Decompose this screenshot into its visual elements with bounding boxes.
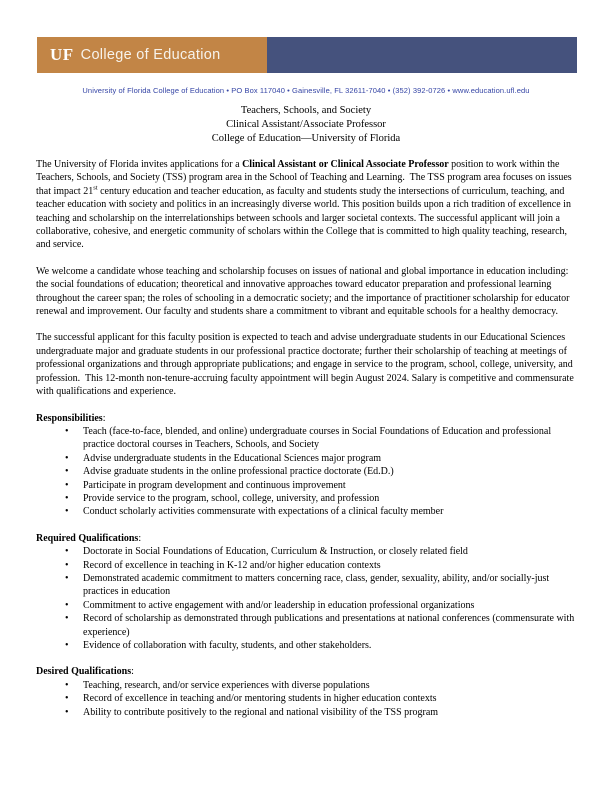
responsibilities-list <box>36 425 576 519</box>
bullet-text: Record of excellence in teaching and/or mentoring students in higher education contexts <box>83 693 437 705</box>
bullet-text: Record of scholarship as demonstrated through publications and presentations at national conferences (commensurate with experience) <box>83 613 575 638</box>
list-item <box>36 425 576 452</box>
required-qualifications-list <box>36 545 576 652</box>
document-body <box>36 158 576 719</box>
list-item <box>36 612 576 639</box>
bullet-text: Doctorate in Social Foundations of Education, Curriculum & Instruction, or closely related field <box>83 546 468 558</box>
bullet-icon: • <box>65 679 69 691</box>
text-run: The University of Florida invites applications for a <box>36 159 243 170</box>
bullet-text: Record of excellence in teaching in K-12 and/or higher education contexts <box>83 559 381 571</box>
bullet-text: Ability to contribute positively to the regional and national visibility of the TSS program <box>83 706 439 718</box>
list-item <box>36 572 576 599</box>
bullet-text: Evidence of collaboration with faculty, students, and other stakeholders. <box>83 640 372 651</box>
bullet-icon: • <box>65 559 69 571</box>
welcome-paragraph <box>36 265 576 319</box>
bullet-icon: • <box>65 613 69 625</box>
list-item <box>36 452 576 465</box>
bullet-icon: • <box>65 546 69 558</box>
desired-qualifications-list <box>36 679 576 719</box>
bold-text-run: Required Qualifications <box>36 532 139 544</box>
bullet-text: Teaching, research, and/or service experiences with diverse populations <box>83 679 370 691</box>
required-qualifications-heading <box>36 532 576 545</box>
list-item <box>36 639 576 652</box>
intro-paragraph <box>36 158 576 252</box>
bold-text-run: Desired Qualifications <box>36 666 132 678</box>
bullet-text: Demonstrated academic commitment to matters concerning race, class, gender, sexuality, ability, and/or socially-just practices in education <box>83 572 550 598</box>
list-item <box>36 492 576 505</box>
bullet-text: Commitment to active engagement with and/or leadership in education professional organizations <box>83 599 475 611</box>
bullet-icon: • <box>65 599 69 611</box>
uf-monogram-logo: UF <box>50 45 74 64</box>
responsibilities-heading <box>36 412 576 425</box>
text-run: The successful applicant for this faculty position is expected to teach and advise undergraduate students in our Educational Sciences undergraduate major and graduate students in our professional practice doctorate; further their scholarship of teaching at meetings of professional organizations and through appropriate publications; and engage in service to the program, school, college, university, and profession. This 12-month non-tenure-accruing faculty appointment will begin August 2024. Salary is competitive and commensurate with qualifications and experience. <box>36 332 574 398</box>
text-run: : <box>102 412 106 424</box>
list-item <box>36 545 576 558</box>
bullet-text: Conduct scholarly activities commensurate with expectations of a clinical faculty member <box>83 506 444 518</box>
title-block <box>0 104 612 146</box>
title-institution: College of Education—University of Florida <box>211 133 401 144</box>
college-name-label: College of Education <box>80 47 221 63</box>
header-banner <box>37 37 577 73</box>
title-program-area: Teachers, Schools, and Society <box>240 105 372 116</box>
text-run: : <box>138 532 142 544</box>
bullet-text: Provide service to the program, school, college, university, and profession <box>83 492 380 504</box>
text-run: position to work within the Teachers, Schools, and Society (TSS) program area in the School of Teaching and Learning. The TSS program area focuses on issues that impact 21 <box>36 159 572 197</box>
bullet-icon: • <box>65 572 69 584</box>
uf-logo-banner <box>37 37 267 73</box>
bullet-icon: • <box>65 466 69 478</box>
bullet-icon: • <box>65 640 69 651</box>
list-item <box>36 692 576 705</box>
section-desired-qualifications <box>36 665 576 719</box>
text-run: : <box>131 666 134 678</box>
text-run: st <box>93 184 98 192</box>
desired-qualifications-heading <box>36 665 576 678</box>
text-run: We welcome a candidate whose teaching and scholarship focuses on issues of national and global importance in education including: the social foundations of education; theoretical and innovative approaches toward educator preparation and professional learning throughout the career span; the roles of schooling in a democratic society; and the importance of practitioner scholarship for educator renewal and improvement. Our faculty and students share a commitment to vibrant and equitable schools for a healthy democracy. <box>36 265 570 318</box>
list-item <box>36 505 576 518</box>
bullet-icon: • <box>65 479 69 491</box>
bullet-icon: • <box>65 706 69 718</box>
bullet-text: Participate in program development and continuous improvement <box>83 479 346 491</box>
list-item <box>36 599 576 612</box>
list-item <box>36 559 576 572</box>
list-item <box>36 479 576 492</box>
bold-text-run: Clinical Assistant or Clinical Associate Professor <box>242 159 449 170</box>
bullet-icon: • <box>65 425 69 437</box>
bullet-icon: • <box>65 492 69 504</box>
bullet-text: Advise undergraduate students in the Educational Sciences major program <box>83 452 382 464</box>
title-position: Clinical Assistant/Associate Professor <box>226 119 386 130</box>
expectations-paragraph <box>36 331 576 398</box>
bold-text-run: Responsibilities <box>36 412 103 424</box>
contact-info-line: University of Florida College of Education • PO Box 117040 • Gainesville, FL 32611-7040 • (352) 392-0726 • www.education.ufl.edu <box>82 86 530 95</box>
list-item <box>36 706 576 719</box>
bullet-icon: • <box>65 693 69 705</box>
banner-accent-bar <box>267 37 577 73</box>
bullet-text: Teach (face-to-face, blended, and online) undergraduate courses in Social Foundations of Education and professional practice doctoral courses in Teachers, Schools, and Society <box>83 425 552 451</box>
list-item <box>36 465 576 478</box>
text-run: century education and teacher education, as faculty and students study the intersections of curriculum, teaching, and teacher education with society and politics in an increasingly diverse world. This position builds upon a rich tradition of excellence in teaching and scholarship on the interrelationships between schools and larger societal contexts. The successful applicant will join a collaborative, cohesive, and energetic community of scholars within the College that is committed to high quality teaching, research, and service. <box>36 185 571 251</box>
list-item <box>36 679 576 692</box>
bullet-icon: • <box>65 506 69 518</box>
bullet-text: Advise graduate students in the online professional practice doctorate (Ed.D.) <box>83 466 394 478</box>
section-required-qualifications <box>36 532 576 653</box>
section-responsibilities <box>36 412 576 519</box>
bullet-icon: • <box>65 452 69 464</box>
